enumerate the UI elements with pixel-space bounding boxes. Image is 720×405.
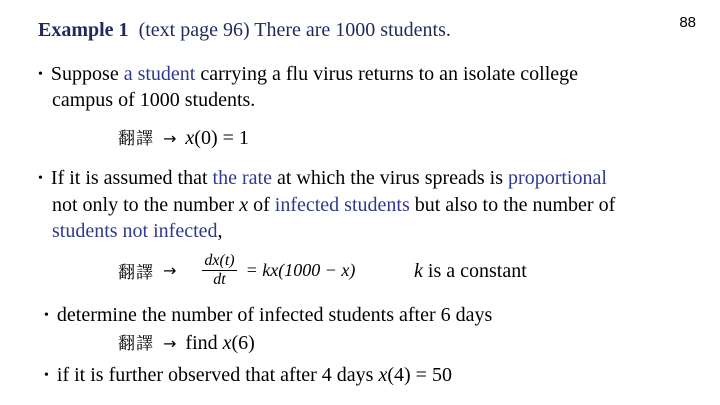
b4-pre: if it is further observed that after 4 days bbox=[56, 364, 374, 386]
b2-hl2: proportional bbox=[508, 167, 607, 189]
t1-x: x bbox=[185, 127, 195, 149]
bullet-1-line2: campus of 1000 students. bbox=[52, 89, 256, 111]
b3-text: determine the number of infected students after 6 days bbox=[56, 304, 493, 326]
b2-hl1: the rate bbox=[212, 167, 272, 189]
b2-l3-post: , bbox=[217, 220, 223, 242]
bullet-2 bbox=[38, 167, 607, 190]
bullet-2-line2 bbox=[52, 194, 615, 217]
b4-rest: (4) = 50 bbox=[387, 364, 452, 386]
equation-rhs: = kx(1000 − x) bbox=[245, 260, 356, 280]
b2-l2-post: but also to the number of bbox=[414, 194, 616, 216]
b1-pre: Suppose bbox=[50, 63, 119, 85]
k-rest: is a constant bbox=[427, 260, 527, 282]
translation-3 bbox=[118, 329, 255, 355]
arrow-icon: → bbox=[163, 334, 177, 353]
b1-highlight: a student bbox=[123, 63, 196, 85]
arrow-icon: → bbox=[163, 129, 177, 148]
b2-mid1: at which the virus spreads is bbox=[276, 167, 504, 189]
title-rest: (text page 96) There are 1000 students. bbox=[138, 19, 451, 41]
bullet-icon: • bbox=[38, 67, 43, 82]
slide-title bbox=[38, 19, 451, 42]
derivative-fraction bbox=[202, 252, 236, 289]
b2-l2-highlight: infected students bbox=[274, 194, 410, 216]
bullet-icon: • bbox=[44, 368, 49, 383]
bullet-icon: • bbox=[44, 308, 49, 323]
t3-rest: (6) bbox=[231, 332, 255, 354]
arrow-icon: → bbox=[163, 261, 177, 280]
b2-pre: If it is assumed that bbox=[50, 167, 208, 189]
t3-x: x bbox=[222, 332, 232, 354]
b2-l2-x: x bbox=[239, 194, 249, 216]
translation-2 bbox=[118, 252, 355, 289]
b4-x: x bbox=[378, 364, 388, 386]
b1-post: carrying a flu virus returns to an isolate college bbox=[200, 63, 579, 85]
t1-rest: (0) = 1 bbox=[194, 127, 249, 149]
t3-cjk: 翻譯 bbox=[118, 334, 154, 354]
fraction-numerator: dx(t) bbox=[204, 252, 235, 269]
t3-find: find bbox=[185, 332, 218, 354]
bullet-4 bbox=[44, 364, 452, 387]
fraction-denominator: dt bbox=[213, 271, 226, 288]
bullet-3 bbox=[44, 304, 492, 327]
bullet-1 bbox=[38, 63, 578, 86]
b2-l2-mid: of bbox=[253, 194, 270, 216]
bullet-icon: • bbox=[38, 171, 43, 186]
translation-1 bbox=[118, 124, 249, 150]
page-number: 88 bbox=[679, 14, 696, 31]
b2-l3-highlight: students not infected bbox=[52, 220, 218, 242]
k-note bbox=[414, 260, 527, 283]
title-bold: Example 1 bbox=[38, 19, 129, 41]
k-symbol: k bbox=[414, 260, 423, 282]
b2-l2-pre: not only to the number bbox=[52, 194, 235, 216]
bullet-2-line3 bbox=[52, 220, 223, 243]
t2-cjk: 翻譯 bbox=[118, 263, 154, 283]
t1-cjk: 翻譯 bbox=[118, 129, 154, 149]
